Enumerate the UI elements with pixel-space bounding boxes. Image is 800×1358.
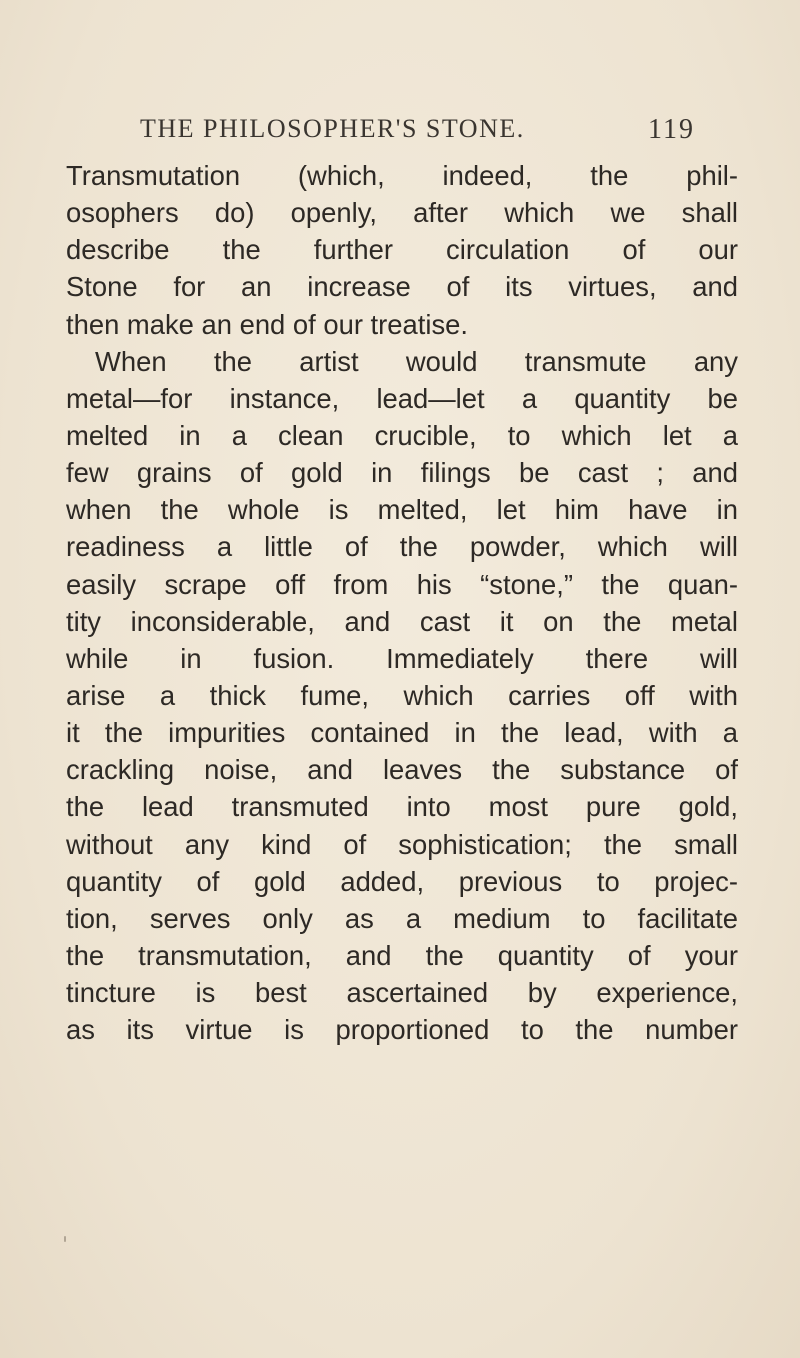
text-line: readiness a little of the powder, which will	[66, 531, 738, 563]
text-line: quantity of gold added, previous to projec-	[66, 865, 738, 897]
text-line: it the impurities contained in the lead, with a	[66, 717, 738, 749]
text-line: tion, serves only as a medium to facilitate	[66, 902, 738, 934]
text-line: tincture is best ascertained by experience,	[66, 977, 738, 1009]
text-line: crackling noise, and leaves the substance of	[66, 754, 738, 786]
text-line: few grains of gold in filings be cast ; and	[66, 457, 738, 489]
page-number: 119	[648, 114, 695, 145]
text-line: osophers do) openly, after which we shall	[66, 197, 738, 229]
paper-speck	[64, 1236, 66, 1242]
text-line: as its virtue is proportioned to the number	[66, 1014, 738, 1046]
text-line: Transmutation (which, indeed, the phil-	[66, 160, 738, 191]
text-line: then make an end of our treatise.	[66, 308, 468, 340]
body-text	[66, 157, 738, 1048]
text-line: describe the further circulation of our	[66, 234, 738, 266]
text-line: Stone for an increase of its virtues, and	[66, 271, 738, 303]
text-line: tity inconsiderable, and cast it on the metal	[66, 605, 738, 637]
running-head	[0, 114, 800, 154]
running-title: THE PHILOSOPHER'S STONE.	[140, 114, 525, 143]
text-line: when the whole is melted, let him have in	[66, 494, 738, 526]
text-line: arise a thick fume, which carries off with	[66, 679, 738, 711]
text-line: metal—for instance, lead—let a quantity be	[66, 382, 738, 414]
text-line: melted in a clean crucible, to which let a	[66, 419, 738, 451]
text-line: without any kind of sophistication; the small	[66, 828, 738, 860]
text-line: while in fusion. Immediately there will	[66, 642, 738, 674]
text-line: easily scrape off from his “stone,” the quan-	[66, 568, 738, 600]
text-line: When the artist would transmute any	[95, 345, 738, 377]
text-line: the lead transmuted into most pure gold,	[66, 791, 738, 823]
text-line: the transmutation, and the quantity of your	[66, 939, 738, 971]
